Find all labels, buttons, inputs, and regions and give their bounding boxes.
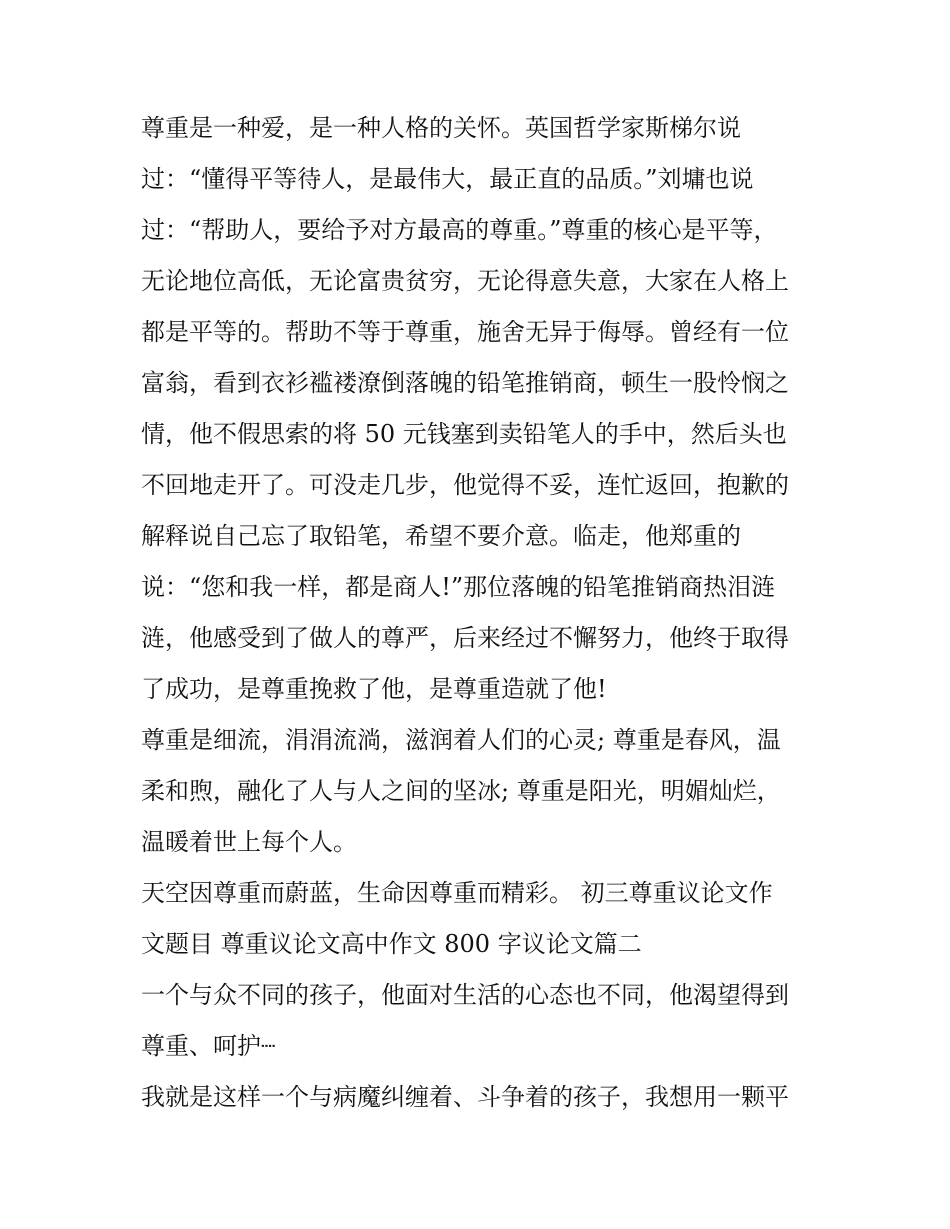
text-line: 过：“懂得平等待人，是最伟大，最正直的品质。”刘墉也说 [141,165,754,193]
text-line: 涟，他感受到了做人的尊严，后来经过不懈努力，他终于取得 [141,624,789,652]
text-line: 温暖着世上每个人。 [141,828,357,856]
text-line: 富翁，看到衣衫褴褛潦倒落魄的铅笔推销商，顿生一股怜悯之 [141,369,789,397]
text-line: 文题目 尊重议论文高中作文 800 字议论文篇二 [141,930,642,958]
text-line: 柔和煦，融化了人与人之间的坚冰; 尊重是阳光，明媚灿烂， [141,777,781,805]
text-line: 尊重、呵护┈ [141,1032,276,1060]
text-line: 不回地走开了。可没走几步，他觉得不妥，连忙返回，抱歉的 [141,471,789,499]
text-line: 一个与众不同的孩子，他面对生活的心态也不同，他渴望得到 [141,981,789,1009]
text-line: 情，他不假思索的将 50 元钱塞到卖铅笔人的手中，然后头也 [141,420,787,448]
text-line: 我就是这样一个与病魔纠缠着、斗争着的孩子，我想用一颗平 [141,1083,789,1111]
text-line: 了成功，是尊重挽救了他，是尊重造就了他! [141,675,607,703]
text-line: 天空因尊重而蔚蓝，生命因尊重而精彩。 初三尊重议论文作 [141,879,773,907]
text-line: 解释说自己忘了取铅笔，希望不要介意。临走，他郑重的 [141,522,741,550]
text-line: 都是平等的。帮助不等于尊重，施舍无异于侮辱。曾经有一位 [141,318,789,346]
text-line: 说：“您和我一样，都是商人!”那位落魄的铅笔推销商热泪涟 [141,573,776,601]
text-line: 尊重是细流，涓涓流淌，滋润着人们的心灵; 尊重是春风，温 [141,726,781,754]
text-line: 尊重是一种爱，是一种人格的关怀。英国哲学家斯梯尔说 [141,114,741,142]
text-line: 过：“帮助人，要给予对方最高的尊重。”尊重的核心是平等， [141,216,778,244]
text-line: 无论地位高低，无论富贵贫穷，无论得意失意，大家在人格上 [141,267,789,295]
